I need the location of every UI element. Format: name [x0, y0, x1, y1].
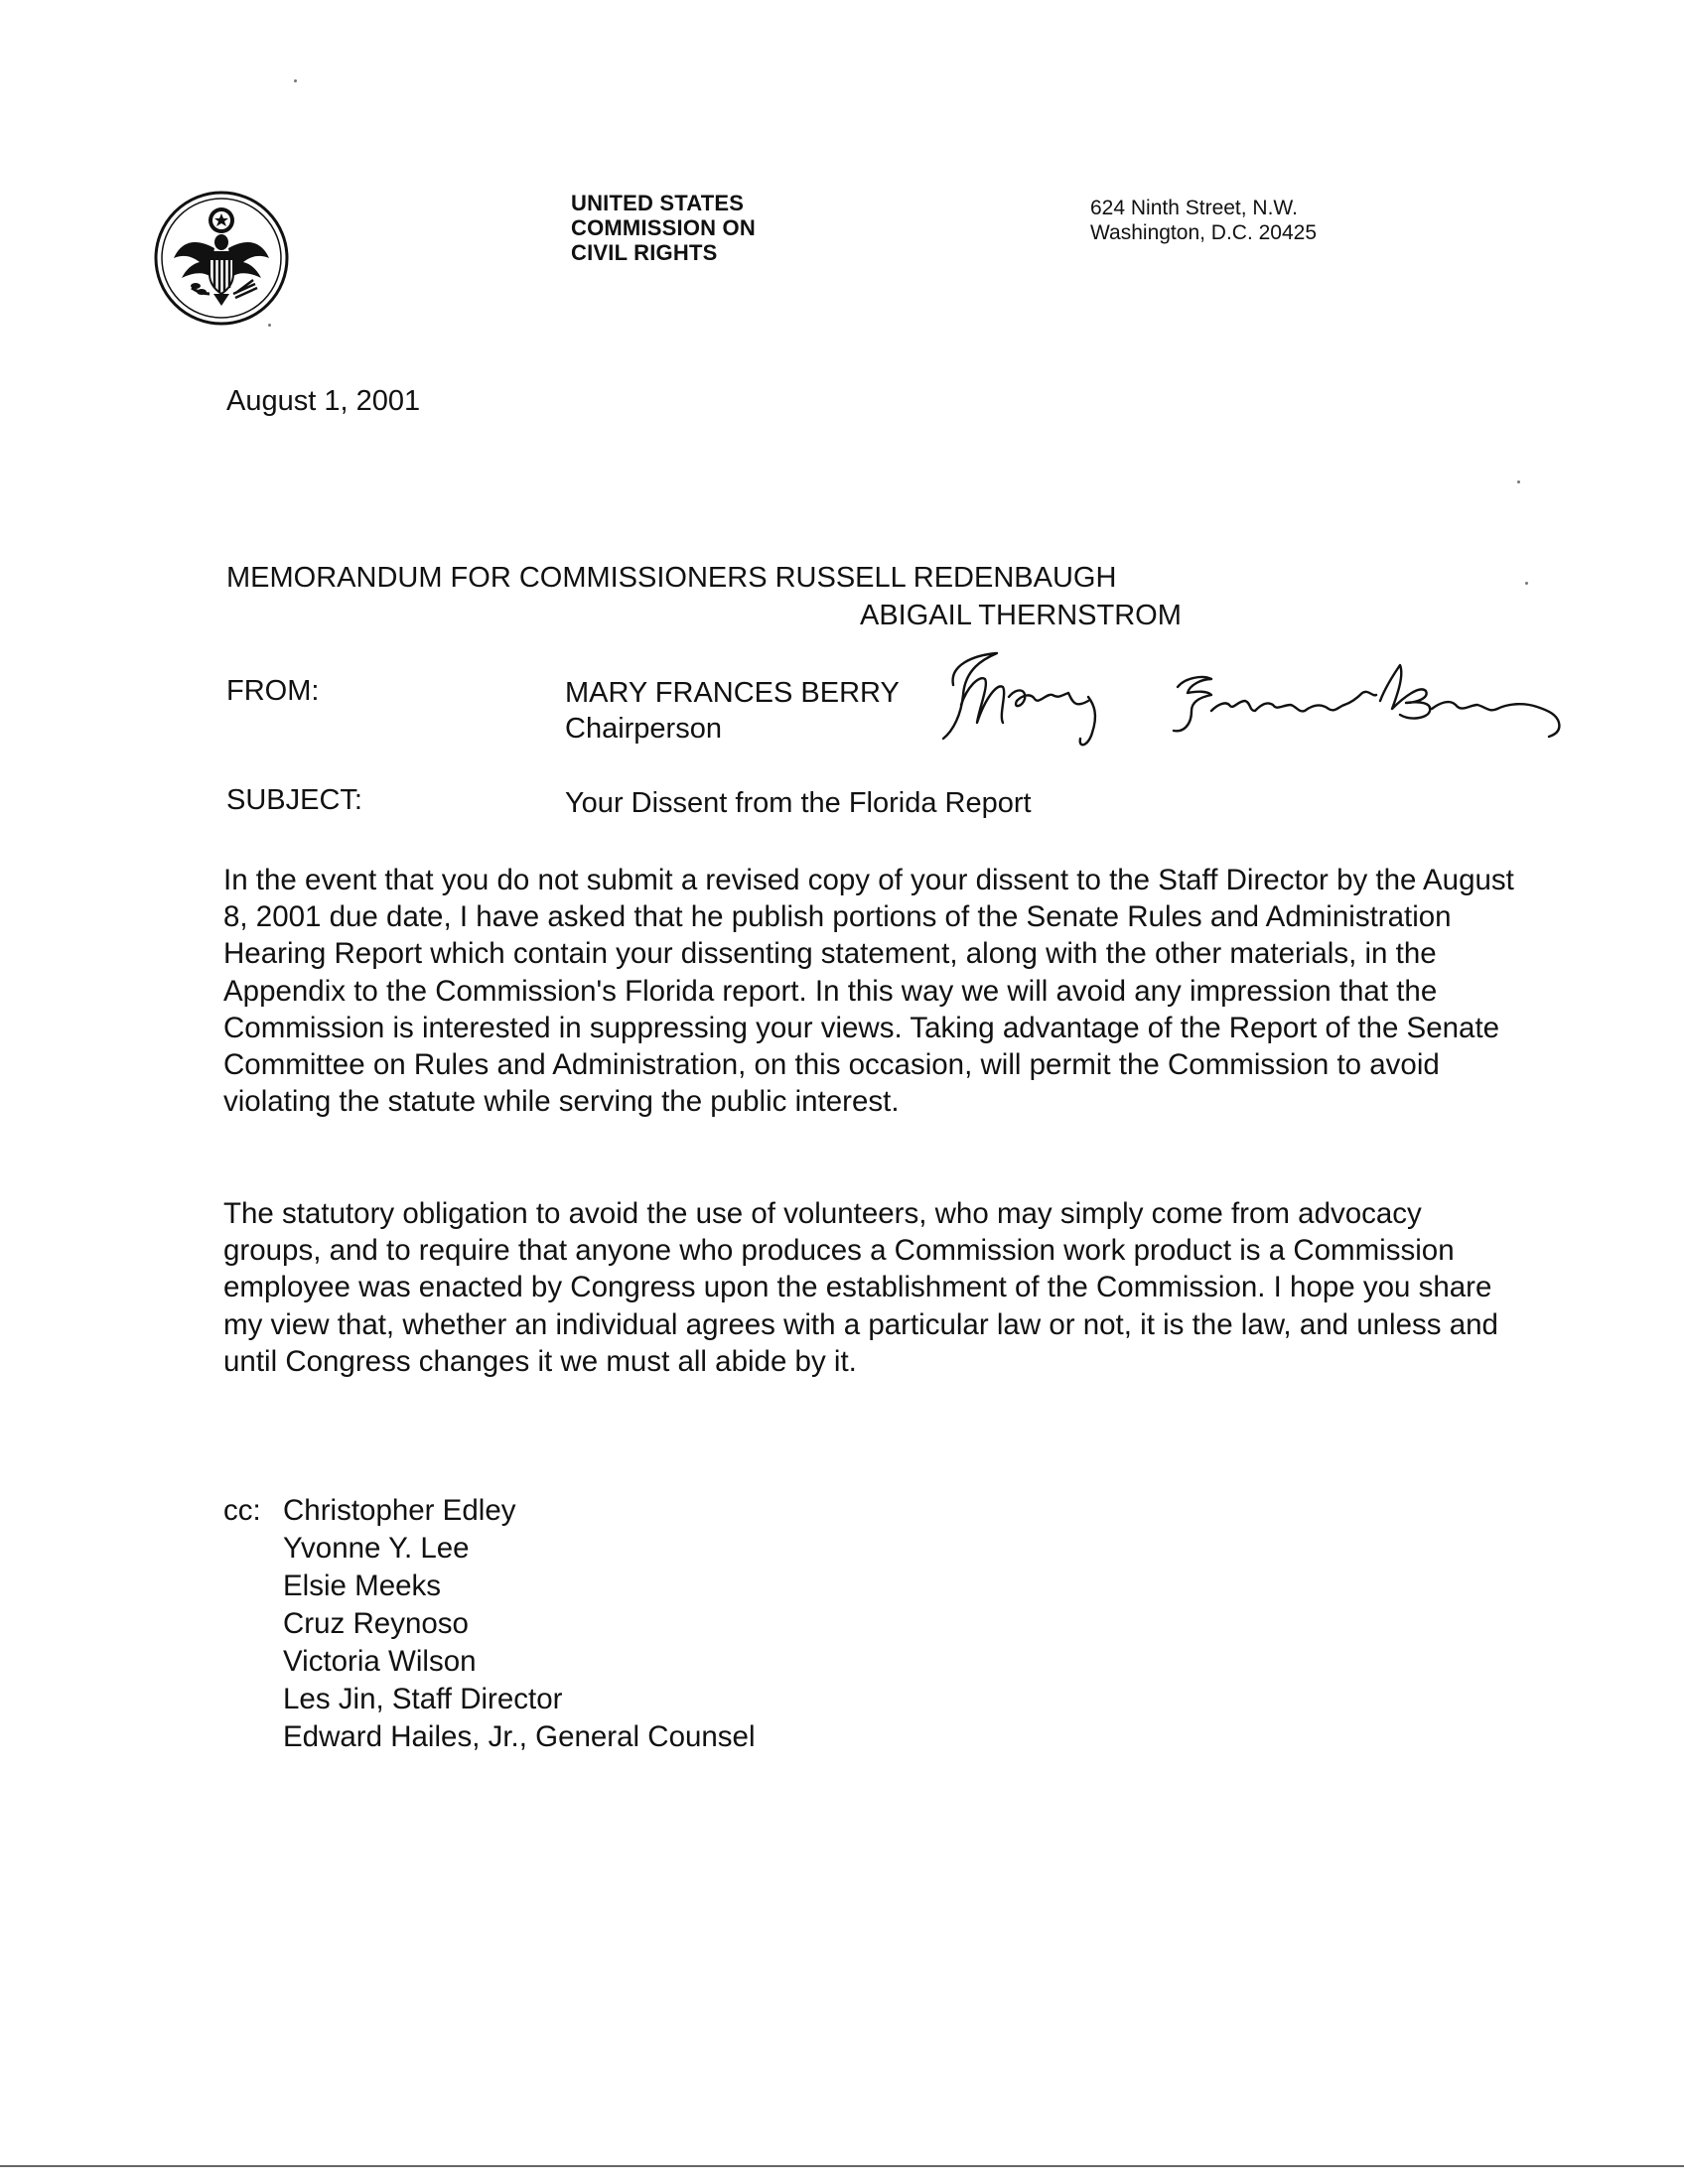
scan-speck: [294, 79, 297, 82]
cc-recipient: Elsie Meeks: [283, 1570, 442, 1602]
cc-recipient: Yvonne Y. Lee: [283, 1532, 470, 1565]
cc-label: cc:: [223, 1494, 261, 1527]
from-label: FROM:: [226, 675, 320, 707]
scan-speck: [1525, 582, 1528, 585]
memo-recipients-line-2: ABIGAIL THERNSTROM: [860, 600, 1182, 631]
organization-line: UNITED STATES: [571, 191, 745, 215]
scan-speck: [1517, 480, 1520, 483]
address-line: 624 Ninth Street, N.W.: [1090, 197, 1298, 219]
cc-recipient-list: [283, 1492, 756, 1756]
memo-recipients-line: MEMORANDUM FOR COMMISSIONERS RUSSELL REDENBAUGH: [226, 562, 1117, 594]
cc-recipient: Christopher Edley: [283, 1494, 516, 1527]
handwritten-signature: [913, 635, 1589, 764]
from-name: MARY FRANCES BERRY: [565, 677, 900, 709]
body-paragraph: The statutory obligation to avoid the use of volunteers, who may simply come from advocacy groups, and to require that anyone who produces a Commission work product is a Commission employee was enacted by Congress upon the establishment of the Commission. I hope you share my view that, whether an individual agrees with a particular law or not, it is the law, and unless and until Congress changes it we must all abide by it.: [223, 1197, 1498, 1378]
cc-recipient: Edward Hailes, Jr., General Counsel: [283, 1720, 756, 1753]
subject-label: SUBJECT:: [226, 784, 362, 816]
organization-address: [1090, 196, 1317, 245]
us-great-seal-icon: [152, 189, 291, 328]
organization-name: [571, 191, 756, 265]
address-line: Washington, D.C. 20425: [1090, 221, 1318, 244]
subject-text: Your Dissent from the Florida Report: [565, 787, 1032, 819]
memo-date: August 1, 2001: [226, 385, 421, 417]
body-paragraph: In the event that you do not submit a revised copy of your dissent to the Staff Director by the August 8, 2001 due date, I have asked that he publish portions of the Senate Rules and Administration Hearing Report which contain your dissenting statement, along with the other materials, in the Appendix to the Commission's Florida report. In this way we will avoid any impression that the Commission is interested in suppressing your views. Taking advantage of the Report of the Senate Committee on Rules and Administration, on this occasion, will permit the Commission to avoid violating the statute while serving the public interest.: [223, 864, 1514, 1119]
cc-recipient: Victoria Wilson: [283, 1645, 477, 1678]
organization-line: COMMISSION ON: [571, 215, 756, 240]
cc-recipient: Cruz Reynoso: [283, 1607, 469, 1640]
scan-speck: [268, 324, 271, 327]
from-title: Chairperson: [565, 713, 722, 745]
page-bottom-rule: [0, 2165, 1684, 2167]
cc-recipient: Les Jin, Staff Director: [283, 1683, 563, 1715]
organization-line: CIVIL RIGHTS: [571, 240, 718, 265]
